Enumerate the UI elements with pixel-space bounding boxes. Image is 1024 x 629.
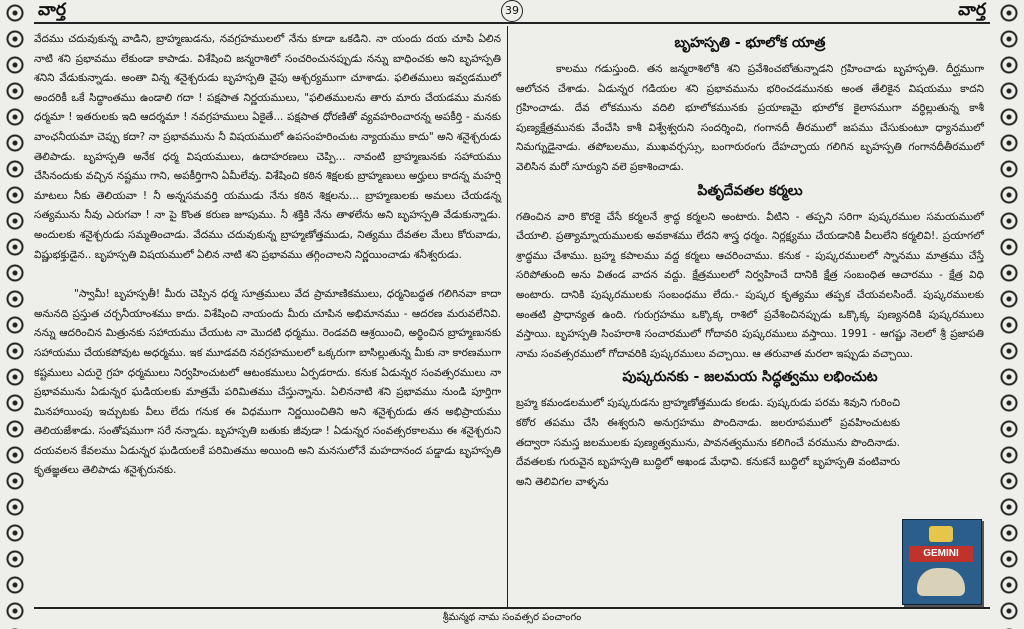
right-paragraph-2: గతించిన వారి కొరకై చేసే కర్మలనే శ్రాద్ధ కర్మలని అంటారు. వీటిని - తప్పని సరిగా పుష్కరముల సమయములో చేయాలి. ప్రత్యామ్నాయములకు అవకాశము లేదని శాస్త్ర ధర్మం. నిర్లక్ష్యము చేయడానికి వీలులేని కర్మలివి!. ప్రయాగలో శ్రాద్ధము చేశాము. బ్రహ్మ కపాలము వద్ద కర్మలు ఆచరించాము. కనుక - పుష్కరములలో స్నానము మాత్రము చేస్తే సరిపోతుంది అను వితండ వాదన వద్దు. క్షేత్రములలో నిర్వహించే దానికి క్షేత్ర సంబంధిత ఆచారము - క్షేత్ర విధి అంటారు. దానికి పుష్కరములకు సంబంధము లేదు.- పుష్కర కృత్యము తప్పక చేయవలసిందే. పుష్కరములకు అంతటి ప్రాధాన్యత ఉంది. గురుగ్రహము ఒక్కొక్క రాశిలో ప్రవేశించినప్పుడు ఒక్కొక్క పుణ్యనదికి పుష్కరములు వస్తాయి. బృహస్పతి సింహరాశి సంచారములో గోదావరి పుష్కరములు వస్తాయి. 1991 - ఆగష్టు నెలలో శ్రీ ప్రజాపతి నామ సంవత్సరములో గోదావరికి పుష్కరములు వచ్చాయి. ఆ తరువాత మరలా ఇప్పుడు వచ్చాయి. — [516, 210, 984, 360]
left-paragraph-1: వేదము చదువుకున్న వాడిని, బ్రాహ్మణుడను, నవగ్రహములలో నేను కూడా ఒకడిని. నా యందు దయ చూపి ఏలిన నాటి శని ప్రభావము లేకుండా కాపాడు. విశేషించి జన్మరాశిలో సంచరించునప్పుడు నన్ను బాధించకు అని బృహస్పతి శనిని వేడుకున్నాడు. అంతా విన్న శనైశ్చరుడు బృహస్పతి వైపు ఆశ్చర్యముగా చూశాడు. ఫలితములు ఇవ్వడములో అందరికీ ఒకే సిద్ధాంతము ఉండాలి గదా ! పక్షపాత నిర్ణయములు, "ఫలితములను తారు మారు చేయడము మనకు ధర్మమా ! ఇతరులకు ఇది ఆదర్శమా ! నవగ్రహములు ఏకైతే... పక్షపాత ధోరణితో వ్యవహరించారన్న అపకీర్తి - మనకు వాంఛనీయమా చెప్పు కదా? నా ప్రభావమును నీ విషయములో ఉపసంహరించుట న్యాయము కాదు" అని శనైశ్చరుడు తెలిపాడు. బృహస్పతి అనేక ధర్మ విషయములు, ఉదాహరణలు చెప్పి... నావంటి బ్రాహ్మణునకు సహాయము చేసినందుకు వచ్చిన నష్టము గాని, అపకీర్తిగాని ఏమీలేవు. విశేషించి కఠిన శిక్షలకు బ్రాహ్మణులు అర్హులు కాదన్న మహర్షి మాటలు నీకు తెలియవా ! నీ అన్నసమవర్తి యముడు నేను కఠిన శిక్షలను... బ్రాహ్మణులకు అమలు చేయడన్న సత్యమును నీవు ఎరుగవా ! నా పై కొంత కరుణ జూపుము. నీ శక్తికి నేను తాళలేను అని బృహస్పతి వేడుకున్నాడు. అందులకు శనైశ్చరుడు సమ్మతించాడు. వేదము చదువుకున్న బ్రాహ్మణోత్తముడు, నిత్యము దేవతల మేలు కోరువాడు, విష్ణుభక్తుడైన.. బృహస్పతి విషయములో ఏలిన నాటి శని ప్రభావము తగ్గించాలని నిర్ణయించాడు శనీశ్వరుడు. — [34, 33, 501, 261]
section-heading-3: పుష్కరునకు - జలమయ సిద్ధత్వము లభించుట — [622, 369, 878, 386]
masthead-logo-left: వార్త — [38, 0, 66, 20]
left-decorative-border — [0, 0, 30, 629]
right-decorative-border — [994, 0, 1024, 629]
page-header — [34, 0, 990, 24]
page-number: 39 — [501, 0, 523, 22]
elephant-icon — [917, 568, 965, 596]
left-column — [34, 30, 501, 605]
masthead-logo-right: వార్త — [958, 0, 986, 20]
right-column — [516, 30, 984, 605]
section-heading-2: పితృదేవతల కర్మలు — [697, 182, 803, 199]
right-paragraph-3: బ్రహ్మ కమండలములో పుష్కరుడను బ్రాహ్మణోత్తముడు కలడు. పుష్కరుడు పరమ శివుని గురించి కఠోర తపము చేసి ఈశ్వరుని అనుగ్రహము పొందినాడు. జలరూపములో ప్రవహించుటకు తద్వారా సమస్త జలములకు పుణ్యత్వమును, పావనత్వమును కలిగించే వరమును పొందినాడు. దేవతలకు గురువైన బృహస్పతి బుద్ధిలో అఖండ మేధావి. కనుకనే బుద్ధిలో బృహస్పతి వంటివారు అని తెలివిగల వాళ్ళను — [516, 397, 900, 488]
left-paragraph-2: "స్వామీ! బృహస్పతీ! మీరు చెప్పిన ధర్మ సూత్రములు వేద ప్రామాణికములు, ధర్మనిబద్ధత గలిగినవా కాదా అనునది ప్రస్తుత చర్చనీయాంశము కాదు. విశేషించి నాయందు మీరు చూపిన అభిమానము - ఆదరణ మరువలేనివి. నన్ను ఆదరించిన మిత్రునకు సహాయము చేయుట నా మొదటి ధర్మము. రెండవది ఆశ్రయించి, అర్థించిన బ్రాహ్మణునకు సహాయము చేయకపోవుట అధర్మము. ఇక మూడవది నవగ్రహములలో ఒక్కరుగా బాసిల్లుతున్న మీకు నా కారణముగా కష్టములు ఎదురై గ్రహ ధర్మములు నిర్వహించుటలో ఆటంకములు ఏర్పడరాదు. కనుక ఏడున్నర సంవత్సరములు నా ప్రభావమును ఏడున్నర ఘడియలకు మాత్రమే పరిమితము చేస్తున్నాను. ఏలిననాటి శని ప్రభావము నుండి పూర్తిగా మినహాయింపు ఇచ్చుటకు వీలు లేదు గనుక ఈ విధముగా నిర్ణయించితిని అని శనైశ్చరుడు తన అభిప్రాయము తెలియజేశాడు. సంతోషముగా సరే నన్నాడు. బృహస్పతి బతుకు జీవుడా ! ఏడున్నర సంవత్సరకాలము ఈ శనైశ్చరుని దయవలన కేవలము ఏడున్నర ఘడియలకే పరిమితము అయింది అని మనసులోనే మహదానంద పడ్డాడు బృహస్పతి కృతజ్ఞతలు తెలిపాడు శనైశ్చరునకు. — [34, 288, 501, 477]
section-heading-1: బృహస్పతి - భూలోక యాత్ర — [674, 35, 826, 51]
advert-top-logo — [929, 526, 953, 542]
right-paragraph-1: కాలము గడుస్తుంది. తన జన్మరాశిలోకి శని ప్రవేశించబోతున్నాడని గ్రహించాడు బృహస్పతి. దీర్ఘముగా ఆలోచన చేశాడు. ఏడున్నర గడియల శని ప్రభావమును భరించడమునకు అంత తేలికైన విషయము కాదని గ్రహించాడు. దేవ లోకమును వదిలి భూలోకమునకు ప్రయాణమై భూలోక కైలాసముగా వర్ధిల్లుతున్న కాశీ పుణ్యక్షేత్రమునకు వేంచేసి కాశీ విశ్వేశ్వరుని సందర్శించి, గంగానదీ తీరములో జపము చేసుకుంటూ ధ్యానములో నిమగ్నుడైనాడు. తపోబలము, ముఖవర్చస్సు, బంగారురంగు దేహచ్ఛాయ గలిగిన బృహస్పతి గంగానదీతీరములో వెలిసిన మరో సూర్యుని వలె ప్రకాశించాడు. — [516, 63, 984, 173]
column-divider — [507, 26, 508, 607]
gemini-advert-image — [902, 519, 982, 605]
page-footer: శ్రీమన్మథ నామ సంవత్సర పంచాంగం — [34, 607, 990, 629]
advert-brand-text: GEMINI — [909, 546, 973, 562]
